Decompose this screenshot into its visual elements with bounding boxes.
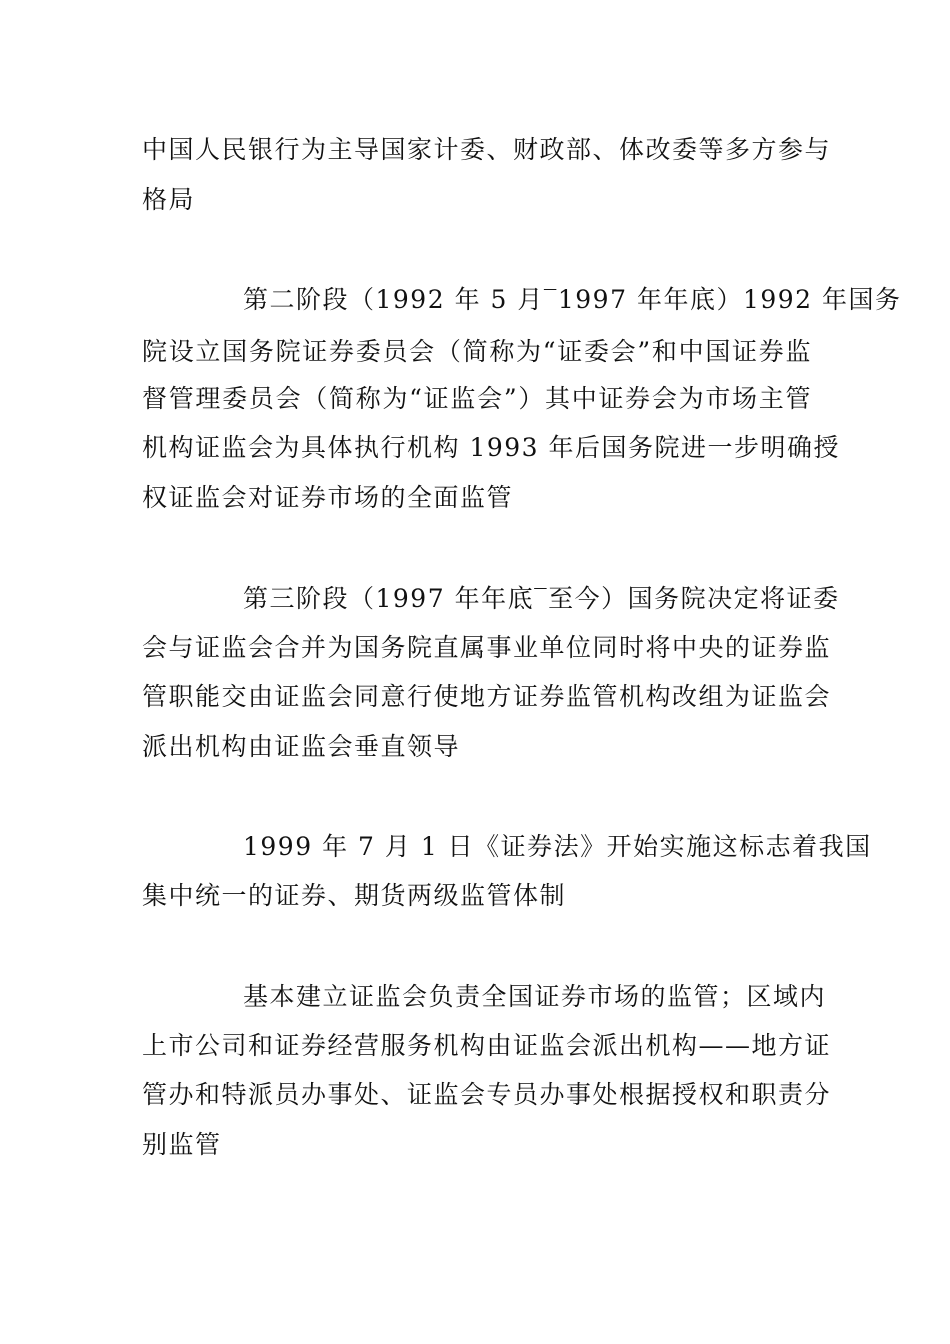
text-line: 基本建立证监会负责全国证券市场的监管；区域内: [243, 982, 827, 1011]
text-line: 中国人民银行为主导国家计委、财政部、体改委等多方参与: [142, 135, 832, 164]
text-line: 院设立国务院证券委员会（简称为“证委会”和中国证券监: [142, 337, 812, 366]
text-line: 权证监会对证券市场的全面监管: [142, 483, 514, 512]
text-line: 上市公司和证券经营服务机构由证监会派出机构——地方证: [142, 1031, 832, 1060]
text-line: 第三阶段（1997 年年底‾至今）国务院决定将证委: [243, 584, 840, 613]
text-line: 第二阶段（1992 年 5 月‾1997 年年底）1992 年国务: [243, 285, 902, 314]
text-line: 管职能交由证监会同意行使地方证券监管机构改组为证监会: [142, 682, 832, 711]
text-line: 格局: [142, 185, 196, 214]
text-line: 派出机构由证监会垂直领导: [142, 732, 461, 761]
text-line: 管办和特派员办事处、证监会专员办事处根据授权和职责分: [142, 1080, 832, 1109]
text-line: 督管理委员会（简称为“证监会”）其中证券会为市场主管: [142, 384, 812, 413]
text-line: 会与证监会合并为国务院直属事业单位同时将中央的证券监: [142, 633, 832, 662]
text-line: 机构证监会为具体执行机构 1993 年后国务院进一步明确授: [142, 433, 841, 462]
text-line: 集中统一的证券、期货两级监管体制: [142, 881, 567, 910]
text-line: 别监管: [142, 1130, 222, 1159]
text-line: 1999 年 7 月 1 日《证券法》开始实施这标志着我国: [243, 832, 872, 861]
